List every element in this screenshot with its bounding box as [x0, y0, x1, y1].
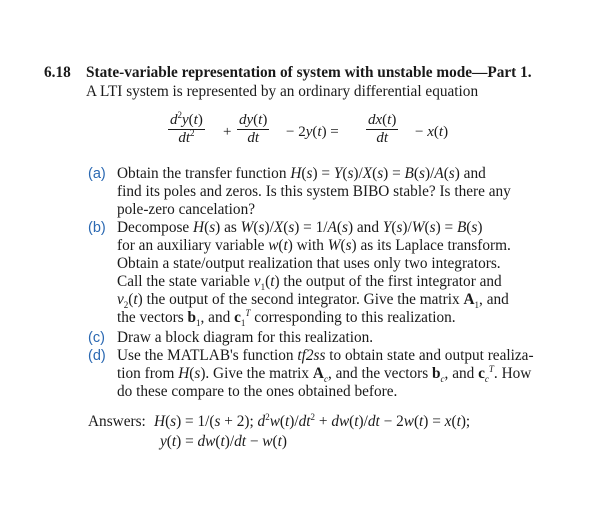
answers-line-2: y(t) = dw(t)/dt − w(t) [160, 433, 287, 450]
problem-intro: A LTI system is represented by an ordinary differential equation [86, 83, 479, 100]
eq-term-second-derivative: $\frac{d^2y(t)}{dt^2}$ [170, 110, 203, 146]
part-d-label: (d) [88, 348, 106, 364]
differential-equation: $\frac{d^2y(t)}{dt^2}$ + $\frac{dy(t)}{dt}$ − 2y(t) = $\frac{dx(t)}{dt}$ − x(t) [170, 110, 449, 146]
answers-label: Answers: [88, 413, 146, 430]
part-b-label: (b) [88, 220, 106, 236]
eq-term-input-derivative: $\frac{dx(t)}{dt}$ [368, 112, 397, 146]
problem-title: State-variable representation of system with unstable mode—Part 1. [86, 64, 532, 81]
eq-term-first-derivative: $\frac{dy(t)}{dt}$ [239, 112, 268, 146]
part-a-label: (a) [88, 166, 106, 182]
answers-line-1: H(s) = 1/(s + 2); $d^2w(t)/dt^2 + dw(t)/dt - 2w(t) = x(t)$; [154, 411, 471, 430]
part-c-text: Draw a block diagram for this realization. [117, 329, 374, 346]
part-c-label: (c) [88, 330, 105, 346]
problem-number: 6.18 [44, 64, 71, 81]
